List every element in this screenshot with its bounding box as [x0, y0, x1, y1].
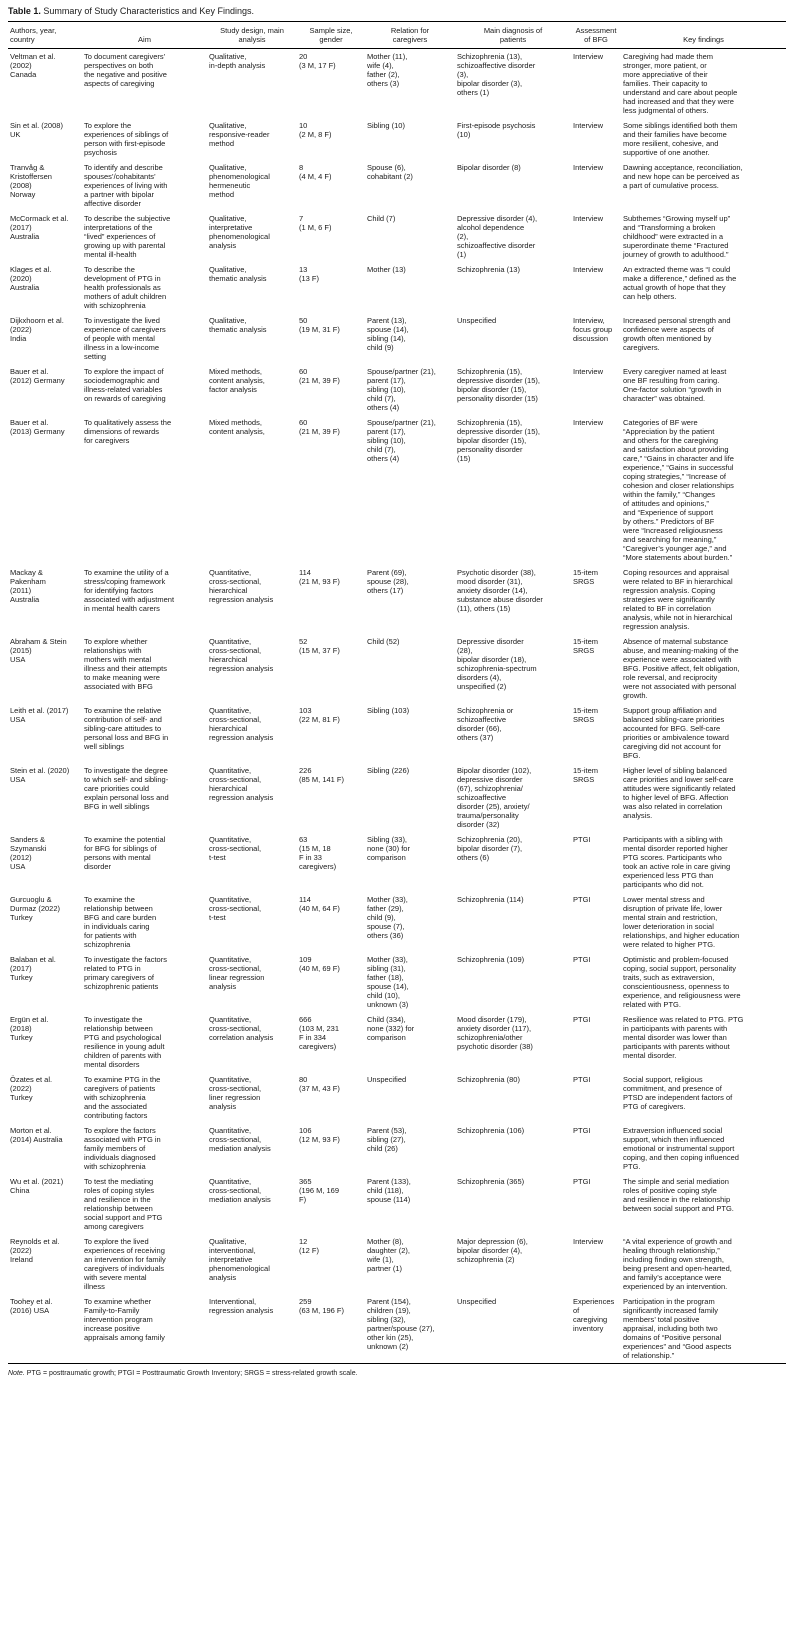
cell-assessment: Interview — [573, 1237, 604, 1246]
cell-sample: 80 (37 M, 43 F) — [299, 1075, 340, 1093]
header-relation: Relation for caregivers — [365, 22, 455, 49]
cell-sample: 666 (103 M, 231 F in 334 caregivers) — [299, 1015, 340, 1051]
cell-author: Klages et al. (2020) Australia — [10, 265, 52, 292]
cell-findings: Resilience was related to PTG. PTG in participants with parents with mental disorder was lower than participants with parents without mental disorder. — [623, 1015, 744, 1060]
cell-assessment: PTGI — [573, 1075, 591, 1084]
cell-findings: Higher level of sibling balanced care priorities and lower self-care attitudes were significantly related to higher level of BFG. Affection was also related in correlation analysis. — [623, 766, 736, 820]
cell-design: Qualitative, interpretative phenomenological analysis — [209, 214, 270, 250]
cell-aim: To examine the relative contribution of self- and sibling-care attitudes to personal loss and BFG in well siblings — [84, 706, 169, 751]
cell-findings: Social support, religious commitment, and presence of PTSD are independent factors of PTG of caregivers. — [623, 1075, 733, 1111]
cell-author: Sanders & Szymanski (2012) USA — [10, 835, 47, 871]
cell-findings: Participation in the program significantly increased family members’ total positive appraisal, including both two domains of “Positive personal experiences” and “Good aspects of relationship.” — [621, 1294, 786, 1364]
cell-aim: To investigate the lived experience of caregivers of people with mental illness in a low-income setting — [84, 316, 166, 361]
table-row — [8, 763, 786, 832]
cell-assessment: PTGI — [573, 1126, 591, 1135]
cell-relation: Mother (13) — [367, 265, 406, 274]
cell-relation: Child (7) — [367, 214, 396, 223]
cell-assessment: Interview — [573, 418, 604, 427]
cell-diagnosis: Major depression (6), bipolar disorder (4), schizophrenia (2) — [457, 1237, 528, 1264]
cell-author: Sin et al. (2008) UK — [10, 121, 63, 139]
cell-aim: To examine PTG in the caregivers of patients with schizophrenia and the associated contributing factors — [84, 1075, 161, 1120]
cell-author: Abraham & Stein (2015) USA — [10, 637, 67, 664]
cell-aim: To examine whether Family-to-Family intervention program increase positive appraisals among family — [82, 1294, 207, 1364]
study-characteristics-table — [8, 21, 786, 1364]
cell-aim: To investigate the degree to which self- and sibling- care priorities could explain personal loss and BFG in well siblings — [84, 766, 169, 811]
cell-diagnosis: First-episode psychosis (10) — [457, 121, 536, 139]
cell-relation: Sibling (103) — [367, 706, 410, 715]
cell-relation: Spouse/partner (21), parent (17), sibling (10), child (7), others (4) — [367, 367, 436, 412]
cell-relation: Parent (53), sibling (27), child (26) — [367, 1126, 407, 1153]
cell-relation: Spouse (6), cohabitant (2) — [367, 163, 413, 181]
cell-relation: Sibling (33), none (30) for comparison — [367, 835, 410, 862]
cell-author: Bauer et al. (2012) Germany — [10, 367, 65, 385]
cell-findings: Categories of BF were “Appreciation by the patient and others for the caregiving and satisfaction about providing care,” “Gains in character and life experience,” “Gains in successful coping strategies,” “Increase of cohesion and closer relationships within the family,” “Changes of attitudes and opinions,” and “Experience of support by others.” Predictors of BF were “Increased religiousness and searching for meaning,” “Caregiver’s younger age,” and “More statements about burden.” — [623, 418, 734, 562]
cell-aim: To describe the development of PTG in health professionals as mothers of adult children with schizophrenia — [84, 265, 167, 310]
cell-diagnosis: Unspecified — [457, 316, 497, 325]
cell-author: Balaban et al. (2017) Turkey — [10, 955, 56, 982]
cell-design: Qualitative, responsive-reader method — [209, 121, 270, 148]
document-page — [8, 0, 788, 1378]
cell-assessment: Interview — [573, 52, 604, 61]
cell-design: Qualitative, thematic analysis — [209, 316, 267, 334]
cell-sample: 114 (40 M, 64 F) — [299, 895, 340, 913]
cell-author: Gurcuoglu & Durmaz (2022) Turkey — [10, 895, 61, 922]
cell-diagnosis: Schizophrenia (15), depressive disorder (15), bipolar disorder (15), personality disorder (15) — [457, 367, 540, 403]
cell-relation: Parent (69), spouse (28), others (17) — [367, 568, 409, 595]
table-row — [8, 892, 786, 952]
cell-sample: 7 (1 M, 6 F) — [299, 214, 332, 232]
cell-sample: 109 (40 M, 69 F) — [299, 955, 340, 973]
table-row — [8, 1012, 786, 1072]
table-note — [8, 1369, 788, 1378]
cell-diagnosis: Schizophrenia (80) — [457, 1075, 520, 1084]
cell-sample: 10 (2 M, 8 F) — [299, 121, 332, 139]
cell-findings: Optimistic and problem-focused coping, social support, personality traits, such as extraversion, conscientiousness, openness to experience, and religiousness were related with PTG. — [623, 955, 741, 1009]
table-caption — [8, 6, 788, 17]
cell-sample: 60 (21 M, 39 F) — [299, 367, 340, 385]
cell-diagnosis: Schizophrenia (109) — [457, 955, 525, 964]
header-diagnosis: Main diagnosis of patients — [455, 22, 571, 49]
cell-diagnosis: Unspecified — [455, 1294, 571, 1364]
cell-sample: 12 (12 F) — [299, 1237, 320, 1255]
cell-design: Qualitative, in-depth analysis — [209, 52, 266, 70]
table-note-label: Note. — [8, 1370, 25, 1377]
cell-assessment: 15-item SRGS — [573, 637, 599, 655]
header-aim: Aim — [82, 22, 207, 49]
cell-author: Reynolds et al. (2022) Ireland — [10, 1237, 60, 1264]
cell-relation: Mother (8), daughter (2), wife (1), partner (1) — [367, 1237, 410, 1273]
cell-sample: 114 (21 M, 93 F) — [299, 568, 340, 586]
cell-relation: Mother (33), father (29), child (9), spouse (7), others (36) — [367, 895, 408, 940]
cell-design: Quantitative, cross-sectional, mediation analysis — [209, 1177, 271, 1204]
cell-author: Leith et al. (2017) USA — [10, 706, 69, 724]
header-authors: Authors, year, country — [8, 22, 82, 49]
table-header-row — [8, 22, 786, 49]
cell-assessment: PTGI — [573, 955, 591, 964]
cell-assessment: Interview, focus group discussion — [573, 316, 613, 343]
cell-aim: To examine the potential for BFG for siblings of persons with mental disorder — [84, 835, 166, 871]
cell-assessment: Interview — [573, 367, 604, 376]
cell-relation: Sibling (10) — [367, 121, 405, 130]
cell-design: Quantitative, cross-sectional, t-test — [209, 895, 262, 922]
cell-diagnosis: Schizophrenia (13) — [457, 265, 520, 274]
cell-findings: Caregiving had made them stronger, more patient, or more appreciative of their families. Their capacity to understand and care about people had increased and that they were less judgmental of others. — [623, 52, 738, 115]
cell-sample: 50 (19 M, 31 F) — [299, 316, 340, 334]
cell-relation: Mother (11), wife (4), father (2), others (3) — [367, 52, 408, 88]
cell-findings: An extracted theme was “I could make a difference,” defined as the actual growth of hope that they can help others. — [623, 265, 737, 301]
table-row — [8, 1294, 786, 1364]
cell-findings: Participants with a sibling with mental disorder reported higher PTG scores. Participants who took an active role in care giving experienced less PTG than participants who did not. — [623, 835, 731, 889]
cell-findings: Some siblings identified both them and their families have become more resilient, cohesive, and supportive of one another. — [623, 121, 738, 157]
cell-author: Ergün et al. (2018) Turkey — [10, 1015, 49, 1042]
cell-diagnosis: Bipolar disorder (102), depressive disorder (67), schizophrenia/ schizoaffective disorder (25), anxiety/ trauma/personality disorder (32) — [457, 766, 532, 829]
header-design: Study design, main analysis — [207, 22, 297, 49]
cell-aim: To examine the utility of a stress/coping framework for identifying factors associated with adjustment in mental health carers — [84, 568, 175, 613]
table-row — [8, 262, 786, 313]
cell-sample: 8 (4 M, 4 F) — [299, 163, 332, 181]
cell-aim: To describe the subjective interpretations of the “lived” experiences of growing up with parental mental ill-health — [84, 214, 171, 259]
cell-aim: To explore the impact of sociodemographic and illness-related variables on rewards of caregiving — [84, 367, 166, 403]
cell-assessment: Experiences of caregiving inventory — [571, 1294, 621, 1364]
cell-sample: 259 (63 M, 196 F) — [297, 1294, 365, 1364]
cell-aim: To identify and describe spouses’/cohabitants’ experiences of living with a partner with bipolar affective disorder — [84, 163, 168, 208]
cell-findings: “A vital experience of growth and healing through relationship,” including finding own strength, being present and open-hearted, and family’s acceptance were experienced by an intervention. — [623, 1237, 732, 1291]
cell-assessment: 15-item SRGS — [573, 766, 599, 784]
cell-design: Quantitative, cross-sectional, hierarchical regression analysis — [209, 706, 274, 742]
cell-aim: To explore the experiences of siblings of person with first-episode psychosis — [84, 121, 169, 157]
cell-findings: Increased personal strength and confidence were aspects of growth often mentioned by caregivers. — [623, 316, 731, 352]
table-row — [8, 160, 786, 211]
table-row — [8, 1234, 786, 1294]
cell-design: Mixed methods, content analysis, — [209, 418, 265, 436]
cell-sample: 52 (15 M, 37 F) — [299, 637, 340, 655]
cell-findings: Absence of maternal substance abuse, and meaning-making of the experience were associated with BFG. Positive affect, felt obligation, role reversal, and reciprocity were not associated with personal growth. — [623, 637, 740, 700]
cell-sample: 365 (196 M, 169 F) — [299, 1177, 340, 1204]
cell-assessment: PTGI — [573, 895, 591, 904]
cell-aim: To examine the relationship between BFG and care burden in individuals caring for patients with schizophrenia — [84, 895, 157, 949]
cell-findings: Coping resources and appraisal were related to BF in hierarchical regression analysis. Coping strategies were significantly related to BF in correlation analysis, while not in hierarchical regression analysis. — [623, 568, 733, 631]
cell-diagnosis: Depressive disorder (4), alcohol dependence (2), schizoaffective disorder (1) — [457, 214, 538, 259]
table-row — [8, 313, 786, 364]
table-row — [8, 1174, 786, 1234]
cell-author: Veltman et al. (2002) Canada — [10, 52, 56, 79]
cell-author: Dijkxhoorn et al. (2022) India — [10, 316, 64, 343]
cell-relation: Sibling (226) — [367, 766, 410, 775]
cell-findings: Extraversion influenced social support, which then influenced emotional or instrumental support coping, and then coping influenced PTG. — [623, 1126, 739, 1171]
cell-assessment: Interview — [573, 214, 604, 223]
cell-assessment: PTGI — [573, 835, 591, 844]
table-row — [8, 1123, 786, 1174]
cell-aim: To document caregivers’ perspectives on both the negative and positive aspects of caregiving — [84, 52, 167, 88]
cell-diagnosis: Schizophrenia (20), bipolar disorder (7), others (6) — [457, 835, 523, 862]
table-caption-text: Summary of Study Characteristics and Key Findings. — [43, 6, 254, 16]
cell-author: Stein et al. (2020) USA — [10, 766, 70, 784]
cell-assessment: Interview — [573, 265, 604, 274]
cell-aim: To explore the factors associated with PTG in family members of individuals diagnosed with schizophrenia — [84, 1126, 161, 1171]
table-note-text: PTG = posttraumatic growth; PTGI = Posttraumatic Growth Inventory; SRGS = stress-related growth scale. — [26, 1370, 358, 1377]
table-row — [8, 565, 786, 634]
cell-author: Tranvåg & Kristoffersen (2008) Norway — [10, 163, 52, 199]
cell-diagnosis: Psychotic disorder (38), mood disorder (31), anxiety disorder (14), substance abuse disorder (11), others (15) — [457, 568, 543, 613]
table-row — [8, 118, 786, 160]
cell-diagnosis: Schizophrenia (365) — [457, 1177, 525, 1186]
cell-relation: Spouse/partner (21), parent (17), sibling (10), child (7), others (4) — [367, 418, 436, 463]
cell-relation: Parent (133), child (118), spouse (114) — [367, 1177, 411, 1204]
cell-design: Qualitative, phenomenological hermeneutic method — [209, 163, 270, 199]
cell-design: Quantitative, cross-sectional, liner regression analysis — [209, 1075, 262, 1111]
cell-design: Quantitative, cross-sectional, hierarchical regression analysis — [209, 766, 274, 802]
cell-diagnosis: Bipolar disorder (8) — [457, 163, 521, 172]
cell-diagnosis: Schizophrenia (114) — [457, 895, 524, 904]
cell-design: Quantitative, cross-sectional, t-test — [209, 835, 262, 862]
header-sample: Sample size, gender — [297, 22, 365, 49]
cell-design: Quantitative, cross-sectional, correlation analysis — [209, 1015, 274, 1042]
cell-design: Qualitative, thematic analysis — [209, 265, 267, 283]
cell-author: Bauer et al. (2013) Germany — [10, 418, 65, 436]
cell-diagnosis: Schizophrenia (106) — [457, 1126, 525, 1135]
header-findings: Key findings — [621, 22, 786, 49]
cell-diagnosis: Mood disorder (179), anxiety disorder (117), schizophrenia/other psychotic disorder (38) — [457, 1015, 533, 1051]
cell-findings: The simple and serial mediation roles of positive coping style and resilience in the relationship between social support and PTG. — [623, 1177, 734, 1213]
cell-relation: Child (334), none (332) for comparison — [367, 1015, 415, 1042]
cell-sample: 106 (12 M, 93 F) — [299, 1126, 340, 1144]
cell-author: Morton et al. (2014) Australia — [10, 1126, 63, 1144]
cell-assessment: Interview — [573, 121, 604, 130]
cell-sample: 226 (85 M, 141 F) — [299, 766, 345, 784]
cell-findings: Subthemes “Growing myself up” and “Transforming a broken childhood” were extracted in a superordinate theme “Fractured journey of growth to adulthood.” — [623, 214, 731, 259]
cell-sample: 13 (13 F) — [299, 265, 320, 283]
cell-relation: Parent (154), children (19), sibling (32), partner/spouse (27), other kin (25), unknown (2) — [365, 1294, 455, 1364]
table-row — [8, 415, 786, 565]
table-row — [8, 364, 786, 415]
cell-relation: Child (52) — [367, 637, 400, 646]
cell-relation: Unspecified — [367, 1075, 407, 1084]
header-assessment: Assessment of BFG — [571, 22, 621, 49]
cell-author: Mackay & Pakenham (2011) Australia — [10, 568, 46, 604]
table-caption-label: Table 1. — [8, 6, 41, 16]
cell-diagnosis: Schizophrenia or schizoaffective disorder (66), others (37) — [457, 706, 514, 742]
cell-sample: 103 (22 M, 81 F) — [299, 706, 340, 724]
cell-diagnosis: Depressive disorder (28), bipolar disorder (18), schizophrenia-spectrum disorders (4), unspecified (2) — [457, 637, 537, 691]
cell-aim: To investigate the factors related to PTG in primary caregivers of schizophrenic patients — [84, 955, 167, 991]
table-row — [8, 211, 786, 262]
cell-findings: Lower mental stress and disruption of private life, lower mental strain and restriction, lower deterioration in social relationships, and higher education were related to higher PTG. — [623, 895, 740, 949]
table-row — [8, 703, 786, 763]
table-row — [8, 1072, 786, 1123]
cell-aim: To explore the lived experiences of receiving an intervention for family caregivers of individuals with severe mental illness — [84, 1237, 166, 1291]
cell-author: Toohey et al. (2016) USA — [8, 1294, 82, 1364]
cell-design: Quantitative, cross-sectional, hierarchical regression analysis — [209, 568, 274, 604]
cell-findings: Support group affiliation and balanced sibling-care priorities accounted for BFG. Self-care priorities or ambivalence toward caregiving did not account for BFG. — [623, 706, 729, 760]
cell-design: Interventional, regression analysis — [207, 1294, 297, 1364]
cell-findings: Every caregiver named at least one BF resulting from caring. One-factor solution “growth in character” was obtained. — [623, 367, 727, 403]
cell-sample: 60 (21 M, 39 F) — [299, 418, 340, 436]
cell-author: Wu et al. (2021) China — [10, 1177, 64, 1195]
cell-diagnosis: Schizophrenia (13), schizoaffective disorder (3), bipolar disorder (3), others (1) — [457, 52, 536, 97]
table-row — [8, 952, 786, 1012]
cell-aim: To explore whether relationships with mothers with mental illness and their attempts to make meaning were associated with BFG — [84, 637, 167, 691]
cell-aim: To test the mediating roles of coping styles and resilience in the relationship between social support and PTG among caregivers — [84, 1177, 163, 1231]
table-row — [8, 634, 786, 703]
cell-sample: 20 (3 M, 17 F) — [299, 52, 336, 70]
table-row — [8, 49, 786, 119]
cell-assessment: PTGI — [573, 1015, 591, 1024]
cell-aim: To qualitatively assess the dimensions of rewards for caregivers — [84, 418, 172, 445]
cell-aim: To investigate the relationship between PTG and psychological resilience in young adult children of parents with mental disorders — [84, 1015, 165, 1069]
cell-sample: 63 (15 M, 18 F in 33 caregivers) — [299, 835, 337, 871]
cell-assessment: 15-item SRGS — [573, 706, 599, 724]
cell-author: Özates et al. (2022) Turkey — [10, 1075, 53, 1102]
cell-assessment: 15-item SRGS — [573, 568, 599, 586]
cell-design: Quantitative, cross-sectional, linear regression analysis — [209, 955, 265, 991]
table-body — [8, 49, 786, 1364]
cell-author: McCormack et al. (2017) Australia — [10, 214, 69, 241]
cell-assessment: PTGI — [573, 1177, 591, 1186]
cell-relation: Parent (13), spouse (14), sibling (14), child (9) — [367, 316, 409, 352]
cell-assessment: Interview — [573, 163, 604, 172]
cell-design: Quantitative, cross-sectional, hierarchical regression analysis — [209, 637, 274, 673]
cell-design: Mixed methods, content analysis, factor analysis — [209, 367, 265, 394]
cell-findings: Dawning acceptance, reconciliation, and new hope can be perceived as a part of cumulative process. — [623, 163, 743, 190]
cell-diagnosis: Schizophrenia (15), depressive disorder (15), bipolar disorder (15), personality disorder (15) — [457, 418, 540, 463]
cell-relation: Mother (33), sibling (31), father (18), spouse (14), child (10), unknown (3) — [367, 955, 409, 1009]
table-row — [8, 832, 786, 892]
cell-design: Qualitative, interventional, interpretative phenomenological analysis — [209, 1237, 270, 1282]
cell-design: Quantitative, cross-sectional, mediation analysis — [209, 1126, 271, 1153]
